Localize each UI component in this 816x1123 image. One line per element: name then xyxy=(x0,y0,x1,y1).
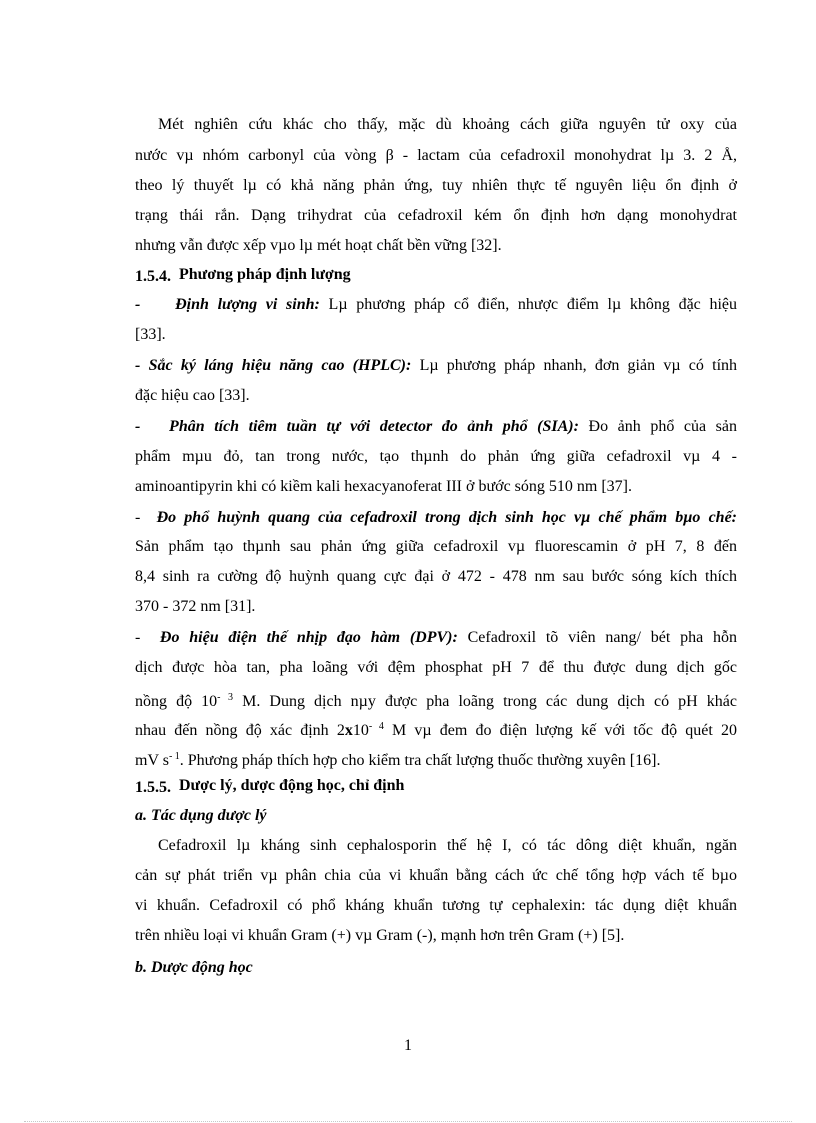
method-label: Định lượng vi sinh: xyxy=(175,296,320,313)
method-line: Sản phẩm tạo thµnh sau phản ứng giữa cefadroxil vµ fluorescamin ở pH 7, 8 đến xyxy=(135,538,737,555)
bullet-dash: - xyxy=(135,629,141,646)
method-line xyxy=(135,417,737,437)
paragraph-line: trạng thái rắn. Dạng trihydrat của cefadroxil kém ổn định hơn dạng monohydrat xyxy=(135,207,737,224)
method-line: phẩm mµu đỏ, tan trong nước, tạo thµnh do phản ứng giữa cefadroxil vµ 4 - xyxy=(135,448,737,465)
superscript: - 3 xyxy=(217,692,234,703)
paragraph-line: theo lý thuyết lµ có khả năng phản ứng, tuy nhiên thực tế nguyên liệu ổn định ở xyxy=(135,177,737,194)
method-line xyxy=(135,628,737,648)
method-label: Đo hiệu điện thế nhịp đạo hàm (DPV): xyxy=(159,629,458,646)
section-number: 1.5.4. xyxy=(135,268,171,285)
page-number: 1 xyxy=(404,1037,412,1054)
subsection-title: a. Tác dụng dược lý xyxy=(135,807,267,824)
superscript: - 1 xyxy=(168,751,180,762)
bullet-dash: - xyxy=(135,418,141,435)
method-line: [33]. xyxy=(135,326,166,343)
text-run: nhau đến nồng độ xác định 2 xyxy=(135,722,345,739)
method-line: aminoantipyrin khi có kiềm kali hexacyanoferat III ở bước sóng 510 nm [37]. xyxy=(135,478,633,495)
multiply-sign: x xyxy=(344,722,353,739)
page-bottom-divider xyxy=(24,1121,792,1122)
paragraph-line: cản sự phát triển vµ phân chia của vi khuẩn bằng cách ức chế tổng hợp vách tế bµo xyxy=(135,867,737,884)
method-text: Đo ảnh phổ của sản xyxy=(578,418,738,435)
paragraph-line: Cefadroxil lµ kháng sinh cephalosporin thế hệ I, có tác dông diệt khuẩn, ngăn xyxy=(158,837,737,854)
bullet-dash: - xyxy=(135,509,141,526)
method-line xyxy=(135,747,737,771)
method-line xyxy=(135,356,737,376)
method-label: Đo phổ huỳnh quang của cefadroxil trong dịch sinh học vµ chế phẩm bµo chế: xyxy=(156,509,738,526)
method-line: 8,4 sinh ra cường độ huỳnh quang cực đại ở 472 - 478 nm sau bước sóng kích thích xyxy=(135,568,737,585)
method-text: Lµ phương pháp nhanh, đơn giản vµ có tính xyxy=(411,357,738,374)
paragraph-line: trên nhiều loại vi khuẩn Gram (+) vµ Gram (-), mạnh hơn trên Gram (+) [5]. xyxy=(135,927,625,944)
paragraph-line: nước vµ nhóm carbonyl của vòng β - lactam của cefadroxil monohydrat lµ 3. 2 Å, xyxy=(135,147,737,164)
text-run: mV s xyxy=(135,752,169,769)
method-line: 370 - 372 nm [31]. xyxy=(135,598,256,615)
text-run: nồng độ 10 xyxy=(135,693,218,710)
method-line xyxy=(135,717,737,741)
method-line xyxy=(135,688,737,712)
text-run: M. Dung dịch nµy được pha loãng trong các dung dịch có pH khác xyxy=(233,693,737,710)
section-title: Dược lý, dược động học, chỉ định xyxy=(179,777,405,794)
paragraph-line: nhưng vẫn được xếp vµo lµ mét hoạt chất bền vững [32]. xyxy=(135,237,502,254)
paragraph-line: Mét nghiên cứu khác cho thấy, mặc dù khoảng cách giữa nguyên tử oxy của xyxy=(158,116,737,133)
method-line: dịch được hòa tan, pha loãng với đệm phosphat pH 7 để thu được dung dịch gốc xyxy=(135,659,737,676)
method-text: Lµ phương pháp cổ điển, nhược điểm lµ không đặc hiệu xyxy=(319,296,738,313)
text-run: 10 xyxy=(352,722,369,739)
method-line xyxy=(135,508,737,528)
method-line xyxy=(135,295,737,315)
bullet-dash: - xyxy=(135,357,141,374)
method-text: Cefadroxil tõ viên nang/ bét pha hỗn xyxy=(457,629,738,646)
superscript: - 4 xyxy=(368,721,384,732)
method-label: Sắc ký láng hiệu năng cao (HPLC): xyxy=(148,357,412,374)
text-run: . Phương pháp thích hợp cho kiểm tra chất lượng thuốc thường xuyên [16]. xyxy=(179,752,661,769)
paragraph-line: vi khuẩn. Cefadroxil có phổ kháng khuẩn tương tự cephalexin: tác dụng diệt khuẩn xyxy=(135,897,737,914)
text-run: M vµ đem đo điện lượng kế với tốc độ quét 20 xyxy=(383,722,737,739)
section-heading-1-5-5 xyxy=(135,778,737,798)
method-line: đặc hiệu cao [33]. xyxy=(135,387,250,404)
bullet-dash: - xyxy=(135,296,141,313)
method-label: Phân tích tiêm tuần tự với detector đo ảnh phổ (SIA): xyxy=(169,418,579,435)
section-number: 1.5.5. xyxy=(135,779,171,796)
section-title: Phương pháp định lượng xyxy=(179,266,351,283)
subsection-title: b. Dược động học xyxy=(135,959,253,976)
section-heading-1-5-4 xyxy=(135,267,737,287)
